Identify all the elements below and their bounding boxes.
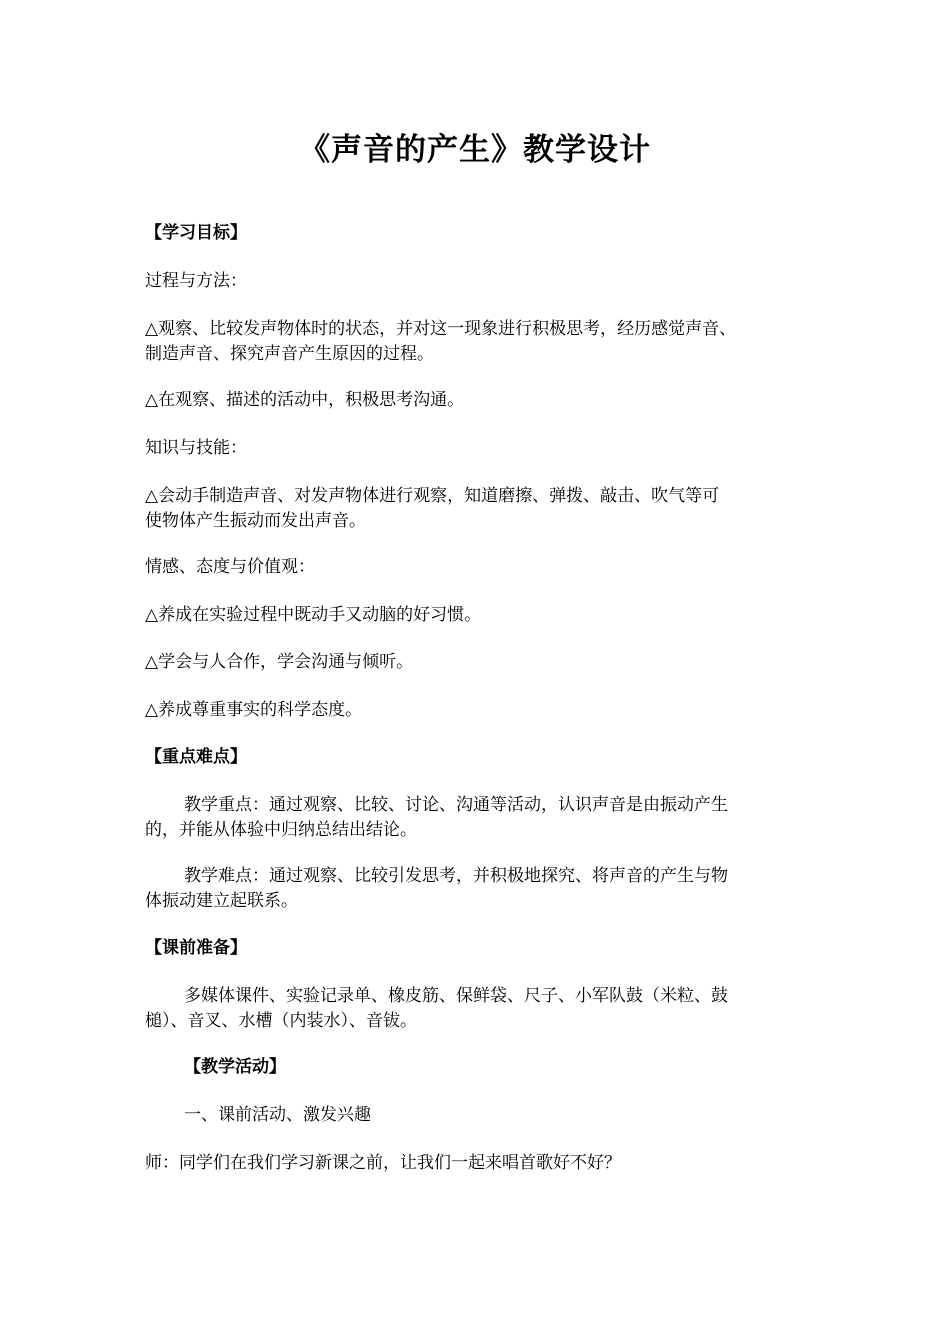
process-item-1-line-2: 制造声音、探究声音产生原因的过程。 [145, 344, 434, 364]
emotion-label: 情感、态度与价值观： [145, 557, 315, 577]
process-item-1-line-1: △观察、比较发声物体时的状态，并对这一现象进行积极思考，经历感觉声音、 [145, 319, 737, 339]
process-item-2: △在观察、描述的活动中，积极思考沟通。 [145, 390, 465, 410]
key-point-line-1: 教学重点：通过观察、比较、讨论、沟通等活动，认识声音是由振动产生 [184, 795, 728, 815]
knowledge-item-1-line-1: △会动手制造声音、对发声物体进行观察，知道磨擦、弹拨、敲击、吹气等可 [145, 486, 720, 506]
prep-line-1: 多媒体课件、实验记录单、橡皮筋、保鲜袋、尺子、小军队鼓（米粒、鼓 [184, 986, 728, 1006]
activity-step-1: 一、课前活动、激发兴趣 [184, 1105, 371, 1125]
knowledge-item-1-line-2: 使物体产生振动而发出声音。 [145, 511, 366, 531]
difficult-point-line-1: 教学难点：通过观察、比较引发思考，并积极地探究、将声音的产生与物 [184, 866, 728, 886]
prep-line-2: 槌）、音叉、水槽（内装水）、音钹。 [145, 1011, 417, 1031]
emotion-item-3: △养成尊重事实的科学态度。 [145, 700, 363, 720]
emotion-item-1: △养成在实验过程中既动手又动脑的好习惯。 [145, 605, 482, 625]
activity-heading: 【教学活动】 [184, 1057, 286, 1077]
document-title: 《声音的产生》教学设计 [299, 132, 651, 168]
emotion-item-2: △学会与人合作，学会沟通与倾听。 [145, 652, 414, 672]
goals-heading: 【学习目标】 [145, 223, 247, 243]
prep-heading: 【课前准备】 [145, 938, 247, 958]
difficult-point-line-2: 体振动建立起联系。 [145, 891, 298, 911]
key-heading: 【重点难点】 [145, 747, 247, 767]
teacher-line: 师：同学们在我们学习新课之前，让我们一起来唱首歌好不好？ [145, 1153, 621, 1173]
process-label: 过程与方法： [145, 271, 247, 291]
key-point-line-2: 的，并能从体验中归纳总结出结论。 [145, 820, 417, 840]
knowledge-label: 知识与技能： [145, 438, 247, 458]
